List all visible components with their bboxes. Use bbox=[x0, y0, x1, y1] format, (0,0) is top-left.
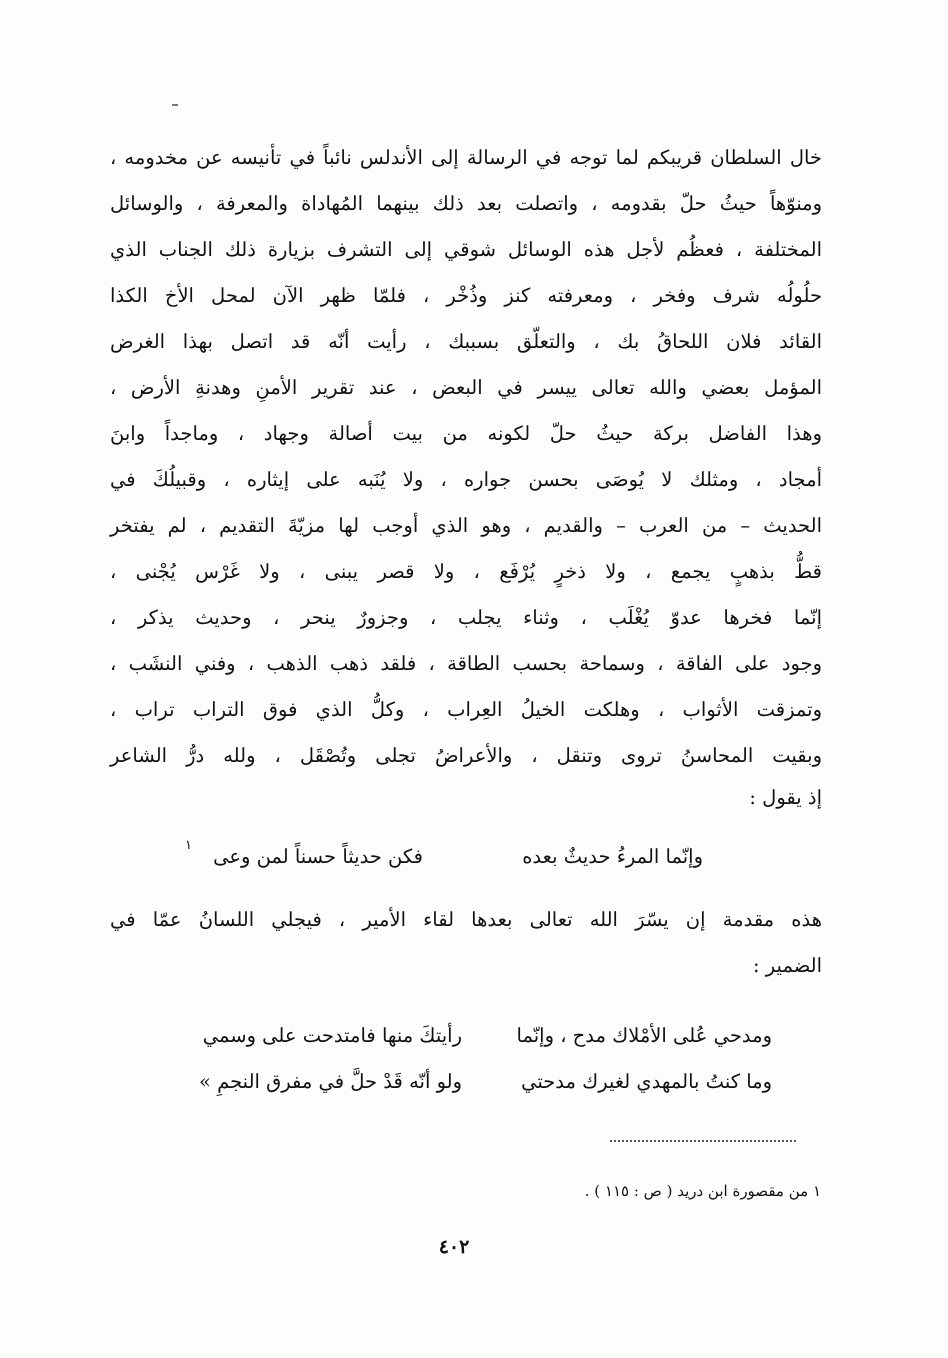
text-line: إذ يقول : bbox=[749, 786, 822, 809]
text-line: وتمزقت الأثواب ، وهلكت الخيلُ العِراب ، وكلُّ الذي فوق التراب تراب ، bbox=[110, 698, 822, 721]
text-line: وهذا الفاضل بركة حيثُ حلّ لكونه من بيت أصالة وجهاد ، وماجداً وابنَ bbox=[110, 422, 822, 445]
text-line: هذه مقدمة إن يسّرَ الله تعالى بعدها لقاء الأمير ، فيجلي اللسانُ عمّا في bbox=[110, 908, 822, 931]
text-line: إنّما فخرها عدوّ يُغْلَب ، وثناء يجلب ، وجزورٌ ينحر ، وحديث يذكر ، bbox=[110, 606, 822, 629]
footnote: ١ من مقصورة ابن دريد ( ص : ١١٥ ) . bbox=[584, 1182, 821, 1200]
text-line: الضمير : bbox=[753, 954, 822, 977]
text-line: الحديث – من العرب – والقديم ، وهو الذي أوجب لها مزيّةَ التقديم ، لم يفتخر bbox=[110, 514, 822, 537]
verse-hemistich: فكن حديثاً حسناً لمن وعى bbox=[213, 845, 423, 868]
footnote-separator bbox=[610, 1140, 796, 1142]
verse-hemistich: ولو أنّه قَدْ حلَّ في مفرق النجمِ » bbox=[198, 1070, 462, 1093]
text-line: خال السلطان قريبكم لما توجه في الرسالة إلى الأندلس نائباً في تأنيسه عن مخدومه ، bbox=[110, 146, 822, 169]
text-line: حلُولُه شرف وفخر ، ومعرفته كنز وذُخْر ، فلمّا ظهر الآن لمحل الأخ الكذا bbox=[110, 284, 822, 307]
text-line: المختلفة ، فعظُم لأجل هذه الوسائل شوقي إلى التشرف بزيارة ذلك الجناب الذي bbox=[110, 238, 822, 261]
text-line: القائد فلان اللحاقُ بك ، والتعلّق بسببك ، رأيت أنّه قد اتصل بهذا الغرض bbox=[110, 330, 822, 353]
text-line: قطُّ بذهبٍ يجمع ، ولا ذخرٍ يُرْفَع ، ولا قصر يبنى ، ولا غَرْس يُجْنى ، bbox=[110, 560, 822, 583]
verse-hemistich: وإنّما المرءُ حديثٌ بعده bbox=[522, 845, 703, 868]
text-line: وجود على الفاقة ، وسماحة بحسب الطاقة ، فلقد ذهب الذهب ، وفني النشَب ، bbox=[110, 652, 822, 675]
text-line: المؤمل بعضي والله تعالى ييسر في البعض ، عند تقرير الأمنِ وهدنةِ الأرض ، bbox=[110, 376, 822, 399]
verse-hemistich: رأيتكَ منها فامتدحت على وسمي bbox=[202, 1024, 462, 1047]
verse-hemistich: وما كنتُ بالمهدي لغيرك مدحتي bbox=[521, 1070, 772, 1093]
text-line: وبقيت المحاسنُ تروى وتنقل ، والأعراضُ تجلى وتُصْقَل ، ولله درُّ الشاعر bbox=[110, 744, 822, 767]
text-line: ومنوّهاً حيثُ حلّ بقدومه ، واتصلت بعد ذلك بينهما المُهاداة والمعرفة ، والوسائل bbox=[110, 192, 822, 215]
page-number: ٤٠٢ bbox=[438, 1236, 470, 1258]
margin-mark bbox=[172, 104, 178, 106]
footnote-reference: ١ bbox=[185, 838, 192, 853]
text-line: أمجاد ، ومثلك لا يُوصَى بحسن جواره ، ولا يُنَبه على إيثاره ، وقبيلُكَ في bbox=[110, 468, 822, 491]
verse-hemistich: ومدحي عُلى الأمْلاك مدح ، وإنّما bbox=[516, 1024, 772, 1047]
